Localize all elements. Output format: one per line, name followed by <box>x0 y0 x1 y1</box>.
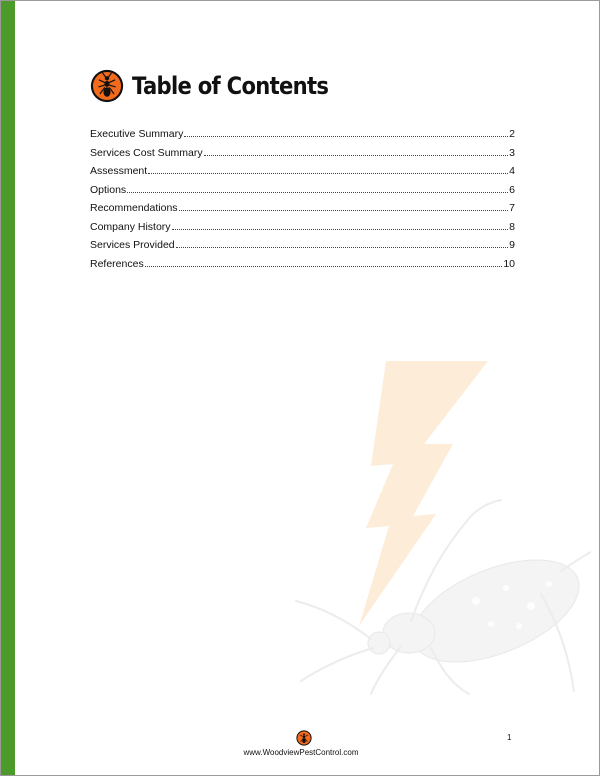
footer-url[interactable]: www.WoodviewPestControl.com <box>243 748 359 757</box>
pest-watermark-icon <box>291 356 591 696</box>
toc-entry-label: Assessment <box>90 165 148 177</box>
toc-entry[interactable] <box>90 236 515 255</box>
toc-entry[interactable] <box>90 218 515 237</box>
toc-entry-label: Company History <box>90 220 171 233</box>
toc-entry-label: Executive Summary <box>90 128 184 140</box>
page-number: 1 <box>507 733 512 742</box>
toc-entry-label: References <box>90 257 144 270</box>
toc-entry[interactable] <box>90 181 515 200</box>
toc-entry[interactable] <box>90 199 515 218</box>
toc-entry[interactable] <box>90 162 515 181</box>
table-of-contents <box>90 125 515 273</box>
toc-page-number: 10 <box>503 257 515 270</box>
page-header <box>90 69 355 103</box>
toc-dot-leader <box>172 229 509 230</box>
toc-page-number: 2 <box>509 128 515 140</box>
toc-page-number: 3 <box>509 146 515 159</box>
toc-dot-leader <box>145 266 503 267</box>
toc-page-number: 7 <box>509 202 515 214</box>
toc-page-number: 4 <box>509 165 515 177</box>
toc-page-number: 9 <box>509 239 515 251</box>
toc-entry-label: Services Provided <box>90 239 175 251</box>
toc-dot-leader <box>127 192 508 193</box>
ant-logo-icon <box>90 69 124 103</box>
toc-entry[interactable] <box>90 125 515 144</box>
toc-page-number: 8 <box>509 220 515 233</box>
toc-dot-leader <box>184 136 508 137</box>
toc-entry[interactable] <box>90 255 515 274</box>
toc-dot-leader <box>176 247 509 248</box>
toc-entry[interactable] <box>90 144 515 163</box>
toc-entry-label: Services Cost Summary <box>90 146 203 159</box>
toc-entry-label: Recommendations <box>90 202 178 214</box>
toc-dot-leader <box>204 155 509 156</box>
page-title: Table of Contents <box>132 72 329 100</box>
footer-ant-logo-icon <box>296 730 312 746</box>
toc-page-number: 6 <box>509 183 515 196</box>
toc-dot-leader <box>179 210 509 211</box>
left-accent-bar <box>1 1 15 775</box>
toc-entry-label: Options <box>90 183 127 196</box>
toc-dot-leader <box>148 173 508 174</box>
